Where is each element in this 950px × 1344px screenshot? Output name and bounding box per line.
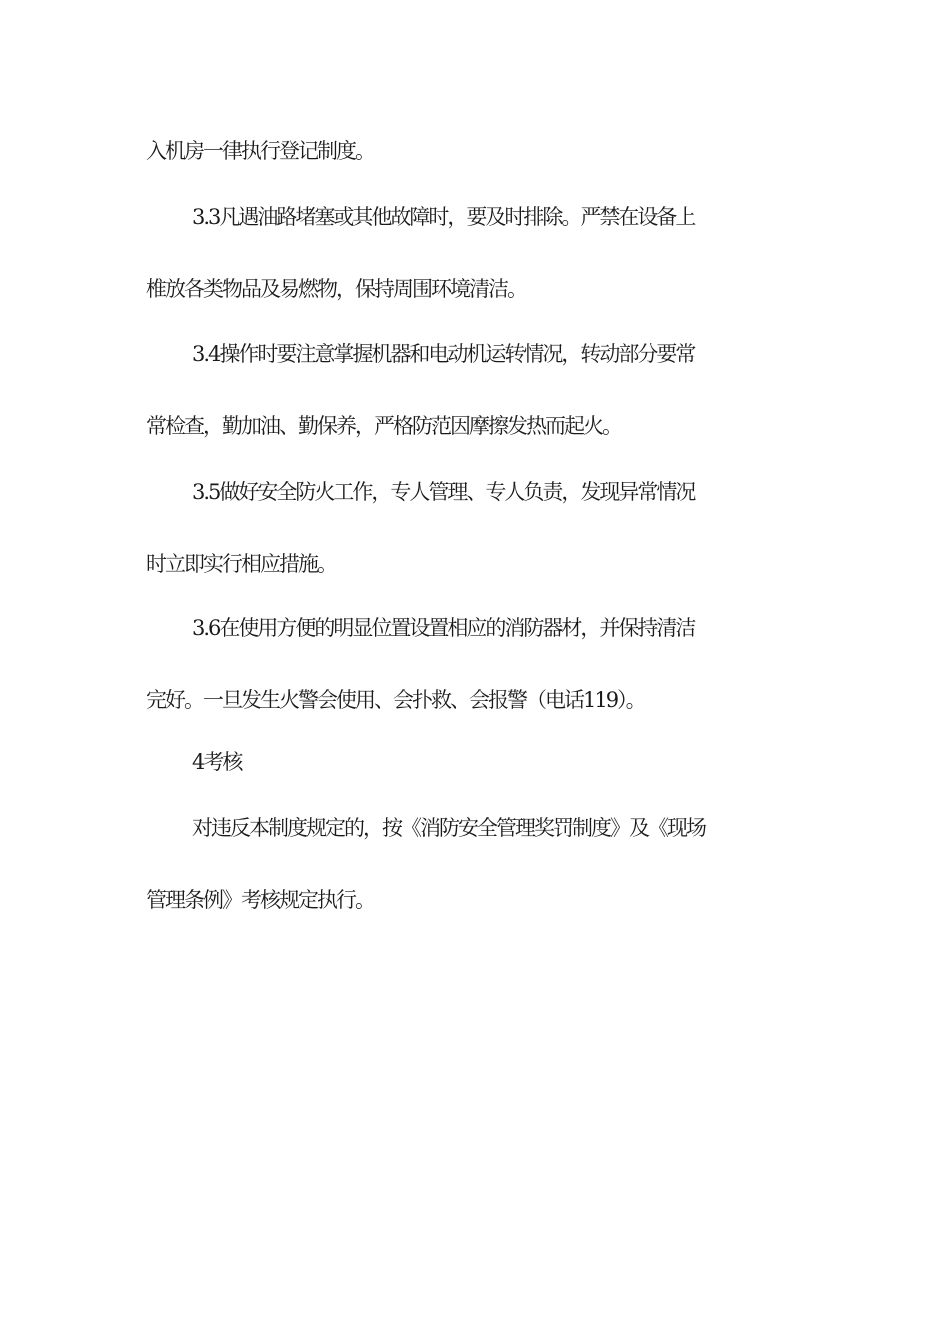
paragraph-line: 3.4操作时要注意掌握机器和电动机运转情况，转动部分要常	[192, 342, 695, 366]
paragraph-line: 完好。一旦发生火警会使用、会扑救、会报警（电话119）。	[146, 688, 645, 712]
paragraph-line: 椎放各类物品及易燃物，保持周围环境清洁。	[146, 277, 526, 301]
paragraph-line: 对违反本制度规定的，按《消防安全管理奖罚制度》及《现场	[192, 816, 705, 840]
paragraph-line: 常检查，勤加油、勤保养，严格防范因摩擦发热而起火。	[146, 414, 621, 438]
paragraph-line: 管理条例》考核规定执行。	[146, 888, 374, 912]
section-heading: 4考核	[192, 750, 242, 774]
paragraph-line: 入机房一律执行登记制度。	[146, 139, 374, 163]
paragraph-line: 3.3凡遇油路堵塞或其他故障时，要及时排除。严禁在设备上	[192, 205, 695, 229]
paragraph-line: 3.5做好安全防火工作，专人管理、专人负责，发现异常情况	[192, 480, 695, 504]
paragraph-line: 时立即实行相应措施。	[146, 552, 336, 576]
paragraph-line: 3.6在使用方便的明显位置设置相应的消防器材，并保持清洁	[192, 616, 695, 640]
